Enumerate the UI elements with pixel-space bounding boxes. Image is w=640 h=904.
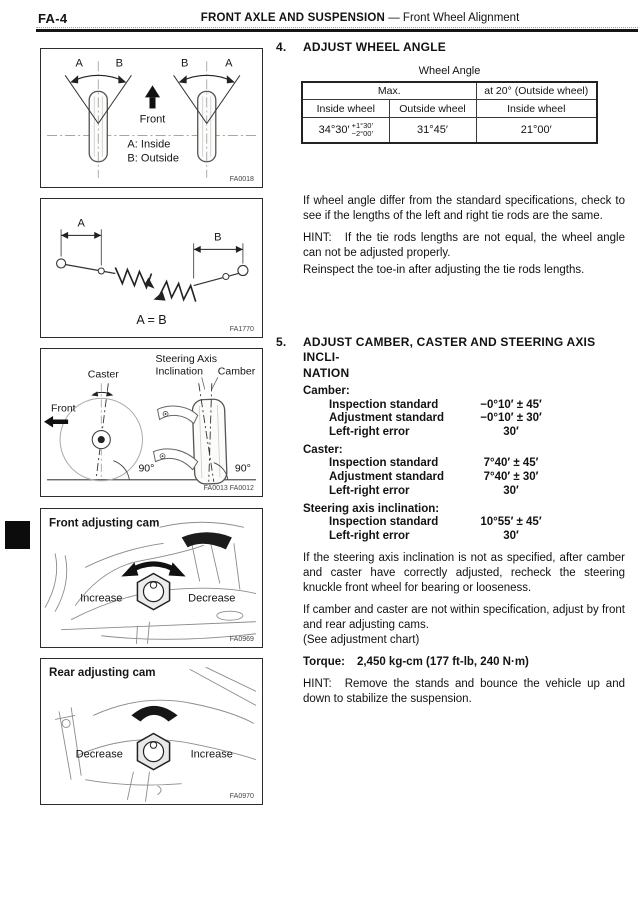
section5-paragraph-2: If camber and caster are not within specification, adjust by front and rear adjusting cams. [303, 603, 625, 631]
angle-90-left: 90° [138, 462, 155, 475]
section5-title-line2: NATION [303, 365, 350, 380]
tolerance-minus: −2°00′ [351, 128, 373, 138]
caster-label: Caster: [303, 443, 343, 456]
value-inside-at20: 21°00′ [476, 118, 597, 143]
steering-axis-label-1: Steering Axis [155, 353, 217, 366]
spec-row [329, 412, 625, 426]
spec-name: Adjustment standard [329, 471, 445, 484]
header-inside-wheel: Inside wheel [302, 100, 389, 118]
label-b-right: B [180, 57, 189, 70]
figure-title: Rear adjusting cam [49, 667, 156, 680]
page-title [120, 12, 600, 24]
section5-paragraph-3: (See adjustment chart) [303, 633, 420, 646]
wheel-angle-diagram [41, 49, 262, 187]
camber-label: Camber: [303, 385, 350, 397]
dim-b-label: B [214, 231, 222, 244]
spec-value: 30′ [503, 484, 519, 497]
page-number: FA-4 [38, 11, 68, 26]
section5-hint [303, 677, 625, 707]
decrease-label: Decrease [75, 748, 123, 761]
tolerance-plus: +1°30′ [351, 120, 373, 130]
label-a-left: A [75, 57, 83, 70]
spec-row [329, 457, 625, 471]
spec-name: Left-right error [329, 426, 410, 439]
tie-rod-diagram [41, 199, 262, 337]
wheel-angle-table-block [301, 65, 598, 144]
header-rule [36, 29, 638, 32]
front-label: Front [51, 402, 76, 415]
caster-spec-group [303, 443, 625, 499]
caster-label: Caster [87, 368, 119, 381]
spec-name: Left-right error [329, 530, 410, 543]
hint-label: HINT: [303, 677, 332, 690]
spec-name: Left-right error [329, 484, 410, 497]
sai-label: Steering axis inclination: [303, 502, 440, 515]
figure-caster-camber [40, 348, 263, 497]
spec-row [329, 426, 625, 440]
spec-value: 7°40′ ± 30′ [483, 471, 539, 484]
section4-paragraph-2: Reinspect the toe-in after adjusting the tie rods lengths. [303, 263, 585, 276]
header-rule-dotted [36, 27, 638, 28]
figure-tie-rods [40, 198, 263, 338]
figure-code: FA0018 [229, 175, 254, 183]
label-b-left: B [115, 57, 124, 70]
spec-name: Adjustment standard [329, 412, 445, 425]
camber-spec-group [303, 384, 625, 440]
front-label: Front [139, 113, 166, 126]
hint-label: HINT: [303, 231, 332, 244]
rear-cam-diagram [41, 659, 262, 804]
figure-code: FA1770 [229, 325, 254, 333]
spec-row [329, 530, 625, 544]
wheel-angle-table [301, 81, 598, 144]
dim-a-label: A [77, 217, 85, 230]
table-header-row-1 [302, 82, 597, 100]
spec-value: 30′ [503, 426, 519, 439]
section5-number: 5. [276, 334, 287, 349]
header-at20: at 20° (Outside wheel) [476, 82, 597, 100]
value-outside-max: 31°45′ [389, 118, 476, 143]
section5-title-line1: ADJUST CAMBER, CASTER AND STEERING AXIS INCLI- [303, 334, 596, 364]
value-tolerance [352, 122, 373, 138]
value-base: 34°30′ [318, 123, 350, 136]
value-inside-max [302, 118, 389, 143]
legend-b: B: Outside [127, 152, 179, 165]
spec-value: 30′ [503, 530, 519, 543]
spec-value: 7°40′ ± 45′ [483, 457, 539, 470]
section4-heading [276, 40, 625, 56]
angle-90-right: 90° [234, 462, 251, 475]
page-title-rest: — Front Wheel Alignment [385, 12, 520, 24]
increase-label: Increase [80, 592, 123, 605]
camber-label: Camber [217, 365, 256, 378]
spec-name: Inspection standard [329, 516, 439, 529]
front-direction-icon [145, 85, 160, 108]
section4-hint [303, 231, 625, 261]
figure-code: FA0970 [229, 792, 254, 800]
spec-row [329, 471, 625, 485]
a-equals-b-caption: A = B [136, 312, 167, 327]
table-caption: Wheel Angle [418, 64, 481, 77]
section4-paragraph-1: If wheel angle differ from the standard specifications, check to see if the lengths of the left and right tie rods are the same. [303, 194, 625, 222]
table-value-row [302, 118, 597, 143]
spec-row [329, 516, 625, 530]
section4-number: 4. [276, 40, 287, 54]
section5-paragraph-1: If the steering axis inclination is not as specified, after camber and caster have correctly adjusted, recheck the steering knuckle front wheel for bearing or looseness. [303, 551, 625, 594]
spec-row [329, 485, 625, 499]
spec-row [329, 399, 625, 413]
hint-text: Remove the stands and bounce the vehicle up and down to stabilize the suspension. [303, 677, 625, 705]
steering-axis-label-2: Inclination [155, 365, 203, 378]
text-column [276, 40, 625, 707]
hint-text: If the tie rods lengths are not equal, the wheel angle can not be adjusted properly. [303, 231, 625, 259]
figure-wheel-angle [40, 48, 263, 188]
header-outside-wheel: Outside wheel [389, 100, 476, 118]
header-max: Max. [302, 82, 476, 100]
legend-a: A: Inside [127, 138, 171, 151]
section4-title: ADJUST WHEEL ANGLE [303, 40, 446, 54]
figure-title: Front adjusting cam [49, 517, 160, 530]
section-index-tab [5, 521, 30, 549]
torque-value: 2,450 kg-cm (177 ft-lb, 240 N·m) [356, 655, 529, 668]
torque-label: Torque: [303, 655, 345, 668]
spec-name: Inspection standard [329, 398, 439, 411]
sai-spec-group [303, 502, 625, 544]
increase-label: Increase [190, 748, 233, 761]
spec-value: 10°55′ ± 45′ [480, 516, 542, 529]
figure-front-adjusting-cam [40, 508, 263, 648]
figure-code: FA0013 FA0012 [203, 484, 254, 492]
spec-value: −0°10′ ± 30′ [480, 412, 542, 425]
front-cam-diagram [41, 509, 262, 647]
figure-code: FA0969 [229, 635, 254, 643]
spec-value: −0°10′ ± 45′ [480, 398, 542, 411]
spec-name: Inspection standard [329, 457, 439, 470]
page-title-bold: FRONT AXLE AND SUSPENSION [200, 12, 386, 24]
table-header-row-2 [302, 100, 597, 118]
header-inside-wheel-2: Inside wheel [476, 100, 597, 118]
section5-heading [276, 334, 625, 382]
label-a-right: A [225, 57, 233, 70]
figure-rear-adjusting-cam [40, 658, 263, 805]
torque-spec [303, 655, 625, 670]
decrease-label: Decrease [188, 592, 236, 605]
caster-camber-diagram [41, 349, 262, 496]
front-arrow-icon [44, 416, 68, 428]
